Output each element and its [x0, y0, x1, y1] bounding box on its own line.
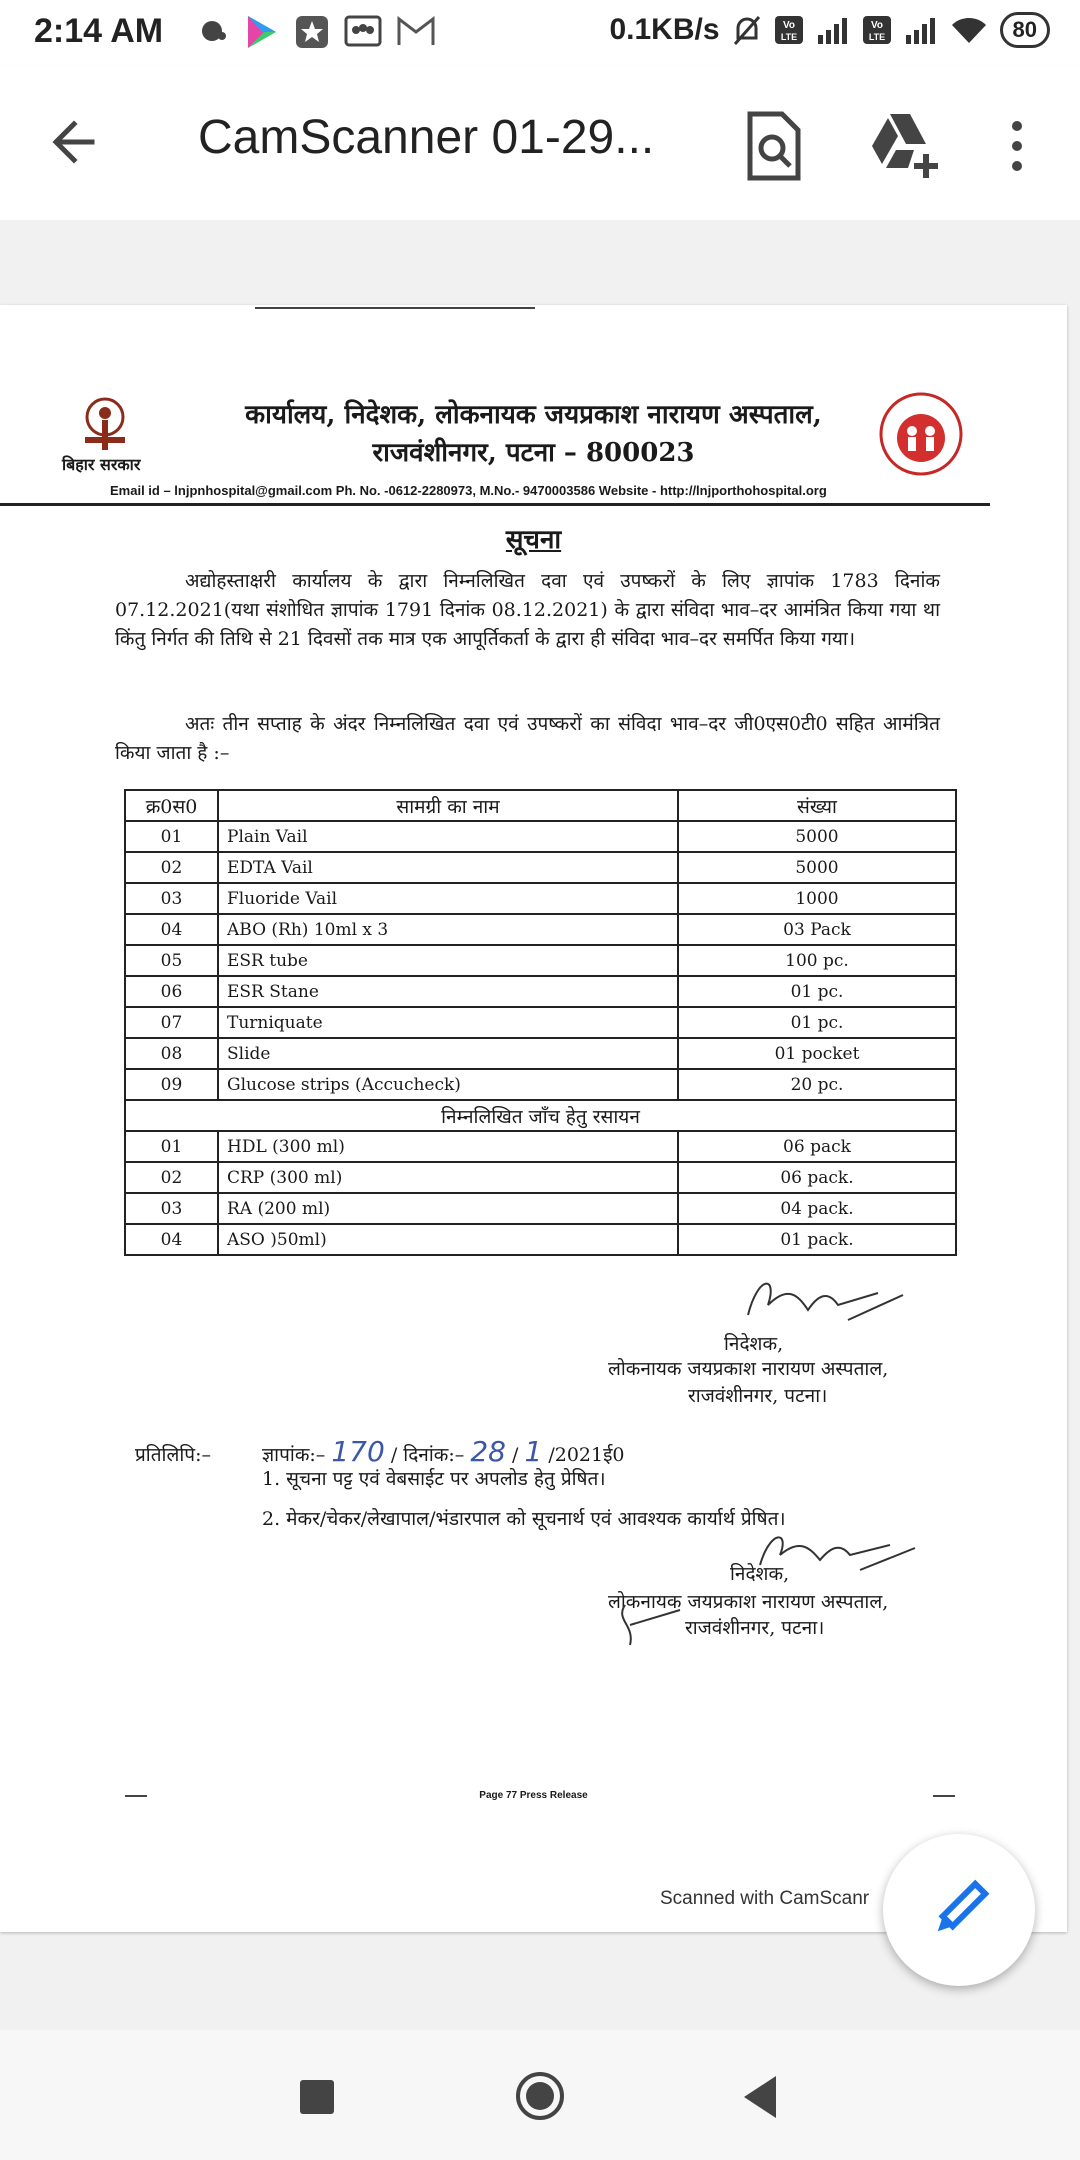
notice-paragraph-1: अद्योहस्ताक्षरी कार्यालय के द्वारा निम्नलिखित दवा एवं उपष्करों के लिए ज्ञापांक 1783 दिनांक 07.12.2021(यथा संशोधित ज्ञापांक 1791 दिनांक 08.12.2021) के द्वारा संविदा भाव–दर आमंत्रित किया गया था किंतु निर्गत की तिथि से 21 दिवसों तक मात्र एक आपूर्तिकर्ता के द्वारा ही संविदा भाव–दर समर्पित किया गया।	[115, 570, 940, 650]
items-table	[124, 789, 957, 1256]
star-app-icon	[294, 14, 330, 50]
row-serial: 04	[125, 1224, 218, 1255]
row-item-name: Fluoride Vail	[218, 883, 678, 914]
svg-text:LTE: LTE	[868, 32, 885, 42]
letterhead-line1: कार्यालय, निदेशक, लोकनायक जयप्रकाश नारायण अस्पताल,	[245, 400, 822, 430]
row-quantity: 01 pocket	[678, 1038, 956, 1069]
row-item-name: Turniquate	[218, 1007, 678, 1038]
header-quantity: संख्या	[678, 790, 956, 821]
row-item-name: ABO (Rh) 10ml x 3	[218, 914, 678, 945]
row-item-name: HDL (300 ml)	[218, 1131, 678, 1162]
row-quantity: 06 pack	[678, 1131, 956, 1162]
row-quantity: 06 pack.	[678, 1162, 956, 1193]
back-button[interactable]	[46, 112, 106, 172]
letterhead-line2: राजवंशीनगर, पटना – 800023	[372, 438, 695, 468]
row-quantity: 1000	[678, 883, 956, 914]
clerk-initials	[610, 1595, 690, 1655]
scanned-page	[0, 305, 1067, 1932]
status-time: 2:14 AM	[34, 12, 164, 50]
system-nav-bar	[0, 2030, 1080, 2160]
memo-reference: ज्ञापांक:– 170 / दिनांक:– 28 / 1 /2021ई0	[262, 1435, 625, 1468]
ref-day: 28	[470, 1435, 506, 1468]
row-item-name: Glucose strips (Accucheck)	[218, 1069, 678, 1100]
nav-recents-button[interactable]	[300, 2080, 334, 2114]
row-serial: 06	[125, 976, 218, 1007]
more-options-button[interactable]	[1002, 116, 1032, 176]
table-row	[125, 914, 956, 945]
edit-pencil-icon	[883, 1834, 1035, 1986]
table-row	[125, 1069, 956, 1100]
classroom-icon	[344, 14, 382, 50]
add-to-drive-button[interactable]	[868, 110, 940, 180]
row-item-name: Plain Vail	[218, 821, 678, 852]
table-row	[125, 1224, 956, 1255]
letterhead-contact: Email id – lnjpnhospital@gmail.com Ph. No. -0612-2280973, M.No.- 9470003586 Website - http://lnjporthohospital.org	[110, 483, 827, 498]
document-viewer[interactable]	[0, 220, 1080, 2030]
table-row	[125, 976, 956, 1007]
volte-icon	[774, 15, 804, 45]
row-serial: 03	[125, 883, 218, 914]
row-serial: 01	[125, 821, 218, 852]
emblem-caption: बिहार सरकार	[62, 455, 141, 474]
ref-year: /2021ई0	[548, 1444, 625, 1466]
app-bar	[0, 66, 1080, 221]
network-speed: 0.1KB/s	[609, 13, 720, 46]
nav-home-icon	[514, 2070, 566, 2122]
row-quantity: 04 pack.	[678, 1193, 956, 1224]
row-serial: 03	[125, 1193, 218, 1224]
row-serial: 02	[125, 1162, 218, 1193]
row-item-name: CRP (300 ml)	[218, 1162, 678, 1193]
table-row	[125, 852, 956, 883]
arrow-back-icon	[46, 112, 106, 172]
battery-indicator: 80	[1000, 12, 1050, 48]
scan-edge-line	[255, 307, 535, 309]
svg-text:Vo: Vo	[782, 20, 795, 31]
copy-label: प्रतिलिपि:–	[135, 1444, 211, 1466]
header-item-name: सामग्री का नाम	[218, 790, 678, 821]
table-row	[125, 821, 956, 852]
signature2-address-2: राजवंशीनगर, पटना।	[685, 1617, 825, 1639]
table-header-row	[125, 790, 956, 821]
find-in-page-icon	[742, 110, 806, 182]
table-row	[125, 1038, 956, 1069]
row-quantity: 20 pc.	[678, 1069, 956, 1100]
subheading-body	[125, 1100, 956, 1131]
wifi-icon	[950, 15, 988, 45]
ref-date-prefix: / दिनांक:–	[390, 1444, 465, 1466]
camscanner-watermark: Scanned with CamScanr	[660, 1888, 870, 1909]
table-row	[125, 1131, 956, 1162]
gmail-icon	[396, 14, 436, 48]
page-footer-note: Page 77 Press Release	[479, 1790, 588, 1801]
notice-paragraph-2: अतः तीन सप्ताह के अंदर निम्नलिखित दवा एवं उपष्करों का संविदा भाव–दर जी0एस0टी0 सहित आमंत्रित किया जाता है :–	[115, 713, 940, 764]
mute-icon	[732, 14, 762, 46]
copy-item-1: 1. सूचना पट्ट एवं वेबसाईट पर अपलोड हेतु प्रेषित।	[262, 1468, 606, 1490]
add-to-drive-icon	[868, 110, 940, 180]
table-subheading-row	[125, 1100, 956, 1131]
signature-address-2: राजवंशीनगर, पटना।	[688, 1385, 828, 1407]
signal-icon	[904, 15, 938, 45]
svg-text:Vo: Vo	[870, 20, 883, 31]
row-quantity: 5000	[678, 852, 956, 883]
row-quantity: 01 pack.	[678, 1224, 956, 1255]
row-item-name: RA (200 ml)	[218, 1193, 678, 1224]
row-quantity: 5000	[678, 821, 956, 852]
row-item-name: Slide	[218, 1038, 678, 1069]
chemicals-body	[125, 1131, 956, 1255]
signature-address-1: लोकनायक जयप्रकाश नारायण अस्पताल,	[608, 1358, 889, 1380]
items-body	[125, 821, 956, 1100]
whatsapp-status-icon	[196, 14, 230, 48]
copy-item-2: 2. मेकर/चेकर/लेखापाल/भंडारपाल को सूचनार्थ एवं आवश्यक कार्यार्थ प्रेषित।	[262, 1508, 786, 1530]
volte-icon	[862, 15, 892, 45]
signature-role: निदेशक,	[724, 1333, 784, 1355]
row-quantity: 03 Pack	[678, 914, 956, 945]
nhm-logo-icon	[878, 391, 964, 477]
table-row	[125, 1007, 956, 1038]
row-item-name: ESR Stane	[218, 976, 678, 1007]
director-signature	[728, 1265, 908, 1335]
row-serial: 05	[125, 945, 218, 976]
row-item-name: ESR tube	[218, 945, 678, 976]
svg-text:LTE: LTE	[780, 32, 797, 42]
status-bar	[0, 0, 1080, 66]
row-serial: 02	[125, 852, 218, 883]
letterhead-rule	[0, 503, 990, 506]
row-serial: 09	[125, 1069, 218, 1100]
signature2-address-1: लोकनायक जयप्रकाश नारायण अस्पताल,	[608, 1591, 889, 1613]
row-serial: 04	[125, 914, 218, 945]
nav-home-button[interactable]	[514, 2070, 566, 2122]
signature2-role: निदेशक,	[730, 1563, 790, 1585]
play-store-icon	[244, 14, 280, 50]
table-row	[125, 883, 956, 914]
row-serial: 07	[125, 1007, 218, 1038]
nav-back-button[interactable]	[740, 2074, 780, 2120]
notification-icons	[196, 14, 436, 50]
table-row	[125, 1193, 956, 1224]
nav-back-icon	[740, 2074, 780, 2120]
row-serial: 08	[125, 1038, 218, 1069]
table-row	[125, 945, 956, 976]
row-quantity: 01 pc.	[678, 1007, 956, 1038]
table-subheading: निम्नलिखित जाँच हेतु रसायन	[125, 1100, 956, 1131]
row-quantity: 100 pc.	[678, 945, 956, 976]
header-serial: क्र0स0	[125, 790, 218, 821]
find-in-page-button[interactable]	[742, 110, 806, 182]
row-quantity: 01 pc.	[678, 976, 956, 1007]
row-item-name: ASO )50ml)	[218, 1224, 678, 1255]
ref-number: 170	[331, 1435, 385, 1468]
signal-icon	[816, 15, 850, 45]
row-serial: 01	[125, 1131, 218, 1162]
table-row	[125, 1162, 956, 1193]
status-right	[609, 12, 1050, 48]
ref-month: 1	[524, 1435, 543, 1468]
ref-prefix: ज्ञापांक:–	[262, 1444, 326, 1466]
row-item-name: EDTA Vail	[218, 852, 678, 883]
edit-fab-button[interactable]	[883, 1834, 1035, 1986]
notice-title: सूचना	[505, 525, 562, 555]
document-title: CamScanner 01-29...	[198, 111, 655, 164]
more-vert-icon	[1002, 116, 1032, 176]
